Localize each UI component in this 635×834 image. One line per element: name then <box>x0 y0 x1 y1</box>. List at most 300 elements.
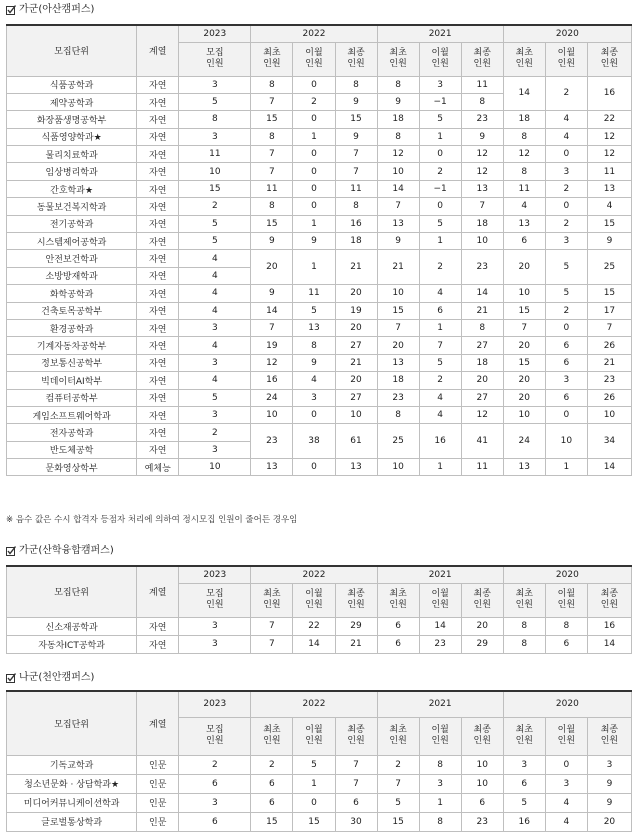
cell-value: 14 <box>251 302 293 319</box>
header-year-2020: 2020 <box>503 691 631 717</box>
cell-value: 9 <box>335 128 377 145</box>
table-row <box>7 389 632 406</box>
cell-value: 4 <box>179 337 251 354</box>
cell-value: 2 <box>179 755 251 774</box>
cell-value: 4 <box>419 389 461 406</box>
header-year-2022: 2022 <box>251 566 377 583</box>
cell-value: 7 <box>461 198 503 215</box>
table-row <box>7 250 632 267</box>
cell-value: −1 <box>419 180 461 197</box>
cell-value: 29 <box>461 635 503 653</box>
table-row <box>7 459 632 476</box>
cell-track: 자연 <box>137 406 179 423</box>
cell-value: 8 <box>335 198 377 215</box>
cell-unit: 식품공학과 <box>7 76 137 93</box>
cell-unit: 화장품생명공학부 <box>7 111 137 128</box>
cell-unit: 기계자동차공학부 <box>7 337 137 354</box>
cell-value: 8 <box>461 319 503 336</box>
cell-value: 8 <box>251 128 293 145</box>
cell-value: 0 <box>293 793 335 812</box>
cell-value: 9 <box>377 93 419 110</box>
header-sub-initial: 최초 인원 <box>503 583 545 617</box>
cell-value: 16 <box>587 76 631 111</box>
cell-value: 7 <box>335 146 377 163</box>
table-row <box>7 755 632 774</box>
cell-value: 13 <box>587 180 631 197</box>
cell-value: 23 <box>461 111 503 128</box>
cell-value: 3 <box>293 389 335 406</box>
cell-value: 6 <box>545 354 587 371</box>
cell-value: 3 <box>179 441 251 458</box>
cell-value: 10 <box>179 163 251 180</box>
cell-value: 11 <box>179 146 251 163</box>
cell-value: 7 <box>251 617 293 635</box>
footnote: ※ 음수 값은 수시 합격자 등점자 처리에 의하여 정시모집 인원이 줄어든 경우임 <box>6 515 298 525</box>
cell-value: 21 <box>335 250 377 285</box>
cell-value: 12 <box>461 146 503 163</box>
cell-value: 23 <box>251 424 293 459</box>
cell-value: 5 <box>179 93 251 110</box>
table-row <box>7 233 632 250</box>
section-title-asan <box>6 4 94 16</box>
table-row <box>7 406 632 423</box>
cell-value: 6 <box>377 635 419 653</box>
header-sub-final: 최종 인원 <box>587 717 631 755</box>
cell-value: 8 <box>419 812 461 831</box>
cell-value: 14 <box>461 285 503 302</box>
header-unit: 모집단위 <box>7 566 137 617</box>
cell-value: 12 <box>461 163 503 180</box>
cell-value: 1 <box>293 128 335 145</box>
cell-value: 6 <box>503 774 545 793</box>
cell-value: 18 <box>461 215 503 232</box>
cell-value: 1 <box>419 233 461 250</box>
cell-value: 2 <box>545 180 587 197</box>
cell-value: 27 <box>461 337 503 354</box>
cell-value: 21 <box>461 302 503 319</box>
cell-unit: 환경공학과 <box>7 319 137 336</box>
cell-value: 0 <box>293 146 335 163</box>
section-title-text: 나군(천안캠퍼스) <box>19 672 95 683</box>
cell-track: 자연 <box>137 250 179 267</box>
table-row <box>7 128 632 145</box>
cell-value: 9 <box>461 128 503 145</box>
table-row <box>7 337 632 354</box>
cell-value: 4 <box>587 198 631 215</box>
cell-unit: 신소재공학과 <box>7 617 137 635</box>
cell-value: 21 <box>377 250 419 285</box>
cell-value: 4 <box>419 285 461 302</box>
table-row <box>7 793 632 812</box>
cell-value: 14 <box>587 459 631 476</box>
header-sub-carry: 이월 인원 <box>419 583 461 617</box>
cell-value: 14 <box>587 635 631 653</box>
cell-value: 18 <box>335 233 377 250</box>
cell-value: 6 <box>545 389 587 406</box>
cell-value: 11 <box>587 163 631 180</box>
cell-track: 자연 <box>137 128 179 145</box>
cell-value: 6 <box>545 337 587 354</box>
cell-value: 10 <box>587 406 631 423</box>
cell-track: 자연 <box>137 111 179 128</box>
header-sub-initial: 최초 인원 <box>503 42 545 76</box>
checkbox-icon <box>6 546 16 556</box>
cell-value: 3 <box>587 755 631 774</box>
header-sub-initial: 최초 인원 <box>377 42 419 76</box>
table-row <box>7 774 632 793</box>
cell-value: 8 <box>545 617 587 635</box>
cell-value: 15 <box>251 111 293 128</box>
cell-value: 2 <box>419 163 461 180</box>
cell-value: 7 <box>251 163 293 180</box>
cell-value: 21 <box>335 354 377 371</box>
cell-value: 61 <box>335 424 377 459</box>
cell-value: 2 <box>251 755 293 774</box>
cell-value: 16 <box>419 424 461 459</box>
cell-value: 7 <box>251 319 293 336</box>
cell-value: 20 <box>503 250 545 285</box>
cell-value: 6 <box>545 635 587 653</box>
cell-value: 3 <box>179 635 251 653</box>
cell-unit: 임상병리학과 <box>7 163 137 180</box>
cell-value: 7 <box>377 319 419 336</box>
cell-value: 20 <box>503 337 545 354</box>
header-sub-final: 최종 인원 <box>461 583 503 617</box>
table-row <box>7 146 632 163</box>
cell-track: 자연 <box>137 372 179 389</box>
cell-value: 9 <box>377 233 419 250</box>
cell-unit: 청소년문화 · 상담학과★ <box>7 774 137 793</box>
header-track: 계열 <box>137 691 179 755</box>
cell-value: 20 <box>335 285 377 302</box>
header-sub-initial: 최초 인원 <box>251 42 293 76</box>
cell-value: 1 <box>419 459 461 476</box>
header-track: 계열 <box>137 566 179 617</box>
header-sub-carry: 이월 인원 <box>293 583 335 617</box>
cell-unit: 소방방재학과 <box>7 267 137 284</box>
header-sub-final: 최종 인원 <box>335 583 377 617</box>
cell-track: 자연 <box>137 389 179 406</box>
cell-unit: 자동차ICT공학과 <box>7 635 137 653</box>
cell-value: 3 <box>503 755 545 774</box>
header-sub-final: 최종 인원 <box>587 42 631 76</box>
cell-value: 8 <box>461 93 503 110</box>
cell-unit: 전기공학과 <box>7 215 137 232</box>
header-unit: 모집단위 <box>7 691 137 755</box>
header-year-2021: 2021 <box>377 566 503 583</box>
cell-value: 3 <box>179 319 251 336</box>
cell-value: 4 <box>503 198 545 215</box>
cell-value: 7 <box>377 198 419 215</box>
cell-value: 20 <box>251 250 293 285</box>
cell-value: 1 <box>419 793 461 812</box>
cell-value: 10 <box>377 285 419 302</box>
header-sub-final: 최종 인원 <box>461 717 503 755</box>
cell-value: 15 <box>503 354 545 371</box>
cell-value: 12 <box>587 146 631 163</box>
cell-value: 9 <box>251 233 293 250</box>
cell-value: 24 <box>251 389 293 406</box>
table-cheonan <box>6 690 632 832</box>
header-year-2021: 2021 <box>377 691 503 717</box>
cell-value: 23 <box>461 812 503 831</box>
cell-value: 15 <box>377 812 419 831</box>
cell-value: 5 <box>545 250 587 285</box>
cell-value: 14 <box>419 617 461 635</box>
cell-value: 2 <box>293 93 335 110</box>
cell-value: 23 <box>419 635 461 653</box>
cell-value: 0 <box>545 319 587 336</box>
cell-value: 18 <box>461 354 503 371</box>
cell-value: 15 <box>587 215 631 232</box>
cell-value: 7 <box>251 635 293 653</box>
cell-track: 자연 <box>137 76 179 93</box>
cell-value: 34 <box>587 424 631 459</box>
cell-unit: 건축토목공학부 <box>7 302 137 319</box>
header-sub-carry: 이월 인원 <box>419 42 461 76</box>
cell-value: 10 <box>461 233 503 250</box>
cell-unit: 글로벌통상학과 <box>7 812 137 831</box>
cell-value: 1 <box>293 215 335 232</box>
cell-value: 8 <box>179 111 251 128</box>
table-row <box>7 354 632 371</box>
cell-unit: 문화영상학부 <box>7 459 137 476</box>
cell-value: 9 <box>251 285 293 302</box>
cell-value: 8 <box>503 617 545 635</box>
cell-value: 10 <box>377 163 419 180</box>
cell-value: 13 <box>461 180 503 197</box>
cell-value: 17 <box>587 302 631 319</box>
table-asan <box>6 24 632 476</box>
cell-value: 27 <box>335 389 377 406</box>
cell-track: 자연 <box>137 267 179 284</box>
cell-value: 4 <box>419 406 461 423</box>
cell-value: 7 <box>377 774 419 793</box>
cell-value: 13 <box>251 459 293 476</box>
cell-value: 9 <box>293 354 335 371</box>
cell-value: 8 <box>419 755 461 774</box>
cell-track: 자연 <box>137 163 179 180</box>
cell-value: 20 <box>461 372 503 389</box>
cell-value: 0 <box>293 459 335 476</box>
cell-value: 9 <box>587 774 631 793</box>
cell-value: 7 <box>251 93 293 110</box>
cell-value: 13 <box>293 319 335 336</box>
cell-value: 2 <box>545 76 587 111</box>
cell-value: 10 <box>461 755 503 774</box>
cell-value: 15 <box>251 215 293 232</box>
header-year-2023: 2023 <box>179 566 251 583</box>
cell-value: 6 <box>461 793 503 812</box>
header-sub-initial: 최초 인원 <box>251 717 293 755</box>
cell-value: 10 <box>335 406 377 423</box>
cell-value: 20 <box>335 319 377 336</box>
table-row <box>7 111 632 128</box>
cell-unit: 제약공학과 <box>7 93 137 110</box>
cell-value: 22 <box>587 111 631 128</box>
cell-value: 4 <box>545 111 587 128</box>
cell-value: 16 <box>251 372 293 389</box>
table-row <box>7 302 632 319</box>
cell-value: 18 <box>377 372 419 389</box>
cell-value: 12 <box>377 146 419 163</box>
cell-value: 6 <box>251 774 293 793</box>
cell-track: 자연 <box>137 93 179 110</box>
cell-value: 23 <box>377 389 419 406</box>
cell-value: 7 <box>335 774 377 793</box>
cell-value: 21 <box>335 635 377 653</box>
cell-track: 자연 <box>137 233 179 250</box>
cell-value: 27 <box>335 337 377 354</box>
cell-value: 1 <box>293 774 335 793</box>
header-year-2020: 2020 <box>503 25 631 42</box>
cell-value: 0 <box>545 146 587 163</box>
cell-value: 41 <box>461 424 503 459</box>
cell-value: 4 <box>179 285 251 302</box>
cell-value: 9 <box>293 233 335 250</box>
cell-value: 11 <box>335 180 377 197</box>
header-sub-initial: 최초 인원 <box>377 583 419 617</box>
cell-value: 16 <box>335 215 377 232</box>
header-sub-recruit: 모집 인원 <box>179 717 251 755</box>
cell-value: 19 <box>251 337 293 354</box>
checkbox-icon <box>6 673 16 683</box>
cell-value: 3 <box>179 354 251 371</box>
cell-value: 15 <box>251 812 293 831</box>
cell-value: 13 <box>377 215 419 232</box>
cell-value: 10 <box>545 424 587 459</box>
section-title-text: 가군(아산캠퍼스) <box>19 4 95 15</box>
cell-value: 11 <box>461 459 503 476</box>
cell-value: 9 <box>335 93 377 110</box>
cell-unit: 기독교학과 <box>7 755 137 774</box>
cell-value: 16 <box>587 617 631 635</box>
cell-value: 0 <box>293 198 335 215</box>
cell-value: 6 <box>179 812 251 831</box>
cell-unit: 안전보건학과 <box>7 250 137 267</box>
cell-value: 8 <box>293 337 335 354</box>
cell-value: 3 <box>419 76 461 93</box>
cell-track: 자연 <box>137 302 179 319</box>
cell-track: 자연 <box>137 337 179 354</box>
cell-track: 인문 <box>137 774 179 793</box>
cell-value: 4 <box>179 302 251 319</box>
cell-value: 13 <box>503 459 545 476</box>
header-sub-initial: 최초 인원 <box>503 717 545 755</box>
cell-value: 0 <box>545 755 587 774</box>
header-sub-carry: 이월 인원 <box>545 717 587 755</box>
cell-value: 15 <box>179 180 251 197</box>
cell-track: 자연 <box>137 354 179 371</box>
cell-value: 26 <box>587 337 631 354</box>
header-sub-initial: 최초 인원 <box>251 583 293 617</box>
cell-value: 5 <box>293 755 335 774</box>
cell-value: 5 <box>179 233 251 250</box>
cell-track: 자연 <box>137 424 179 441</box>
cell-track: 자연 <box>137 617 179 635</box>
cell-value: 11 <box>293 285 335 302</box>
cell-value: 4 <box>545 793 587 812</box>
table-row <box>7 635 632 653</box>
header-sub-carry: 이월 인원 <box>293 42 335 76</box>
header-year-2023: 2023 <box>179 691 251 717</box>
cell-value: 1 <box>419 128 461 145</box>
cell-value: 4 <box>179 372 251 389</box>
cell-value: 20 <box>503 372 545 389</box>
cell-value: 5 <box>419 354 461 371</box>
cell-value: 0 <box>293 111 335 128</box>
cell-value: 20 <box>335 372 377 389</box>
cell-value: 38 <box>293 424 335 459</box>
cell-value: −1 <box>419 93 461 110</box>
cell-value: 19 <box>335 302 377 319</box>
cell-value: 12 <box>503 146 545 163</box>
checkbox-icon <box>6 5 16 15</box>
cell-value: 21 <box>587 354 631 371</box>
cell-unit: 전자공학과 <box>7 424 137 441</box>
cell-value: 1 <box>545 459 587 476</box>
cell-value: 12 <box>461 406 503 423</box>
cell-value: 10 <box>251 406 293 423</box>
cell-value: 7 <box>587 319 631 336</box>
cell-value: 5 <box>377 793 419 812</box>
cell-value: 9 <box>587 793 631 812</box>
cell-value: 8 <box>335 76 377 93</box>
cell-value: 8 <box>377 128 419 145</box>
cell-track: 자연 <box>137 146 179 163</box>
cell-value: 13 <box>503 215 545 232</box>
cell-value: 7 <box>251 146 293 163</box>
header-sub-carry: 이월 인원 <box>419 717 461 755</box>
cell-value: 11 <box>461 76 503 93</box>
cell-value: 2 <box>545 302 587 319</box>
cell-value: 14 <box>377 180 419 197</box>
cell-unit: 미디어커뮤니케이션학과 <box>7 793 137 812</box>
cell-value: 2 <box>545 215 587 232</box>
cell-value: 6 <box>251 793 293 812</box>
cell-value: 15 <box>293 812 335 831</box>
cell-value: 24 <box>503 424 545 459</box>
cell-value: 3 <box>419 774 461 793</box>
header-sub-carry: 이월 인원 <box>545 583 587 617</box>
table-row <box>7 198 632 215</box>
header-sub-final: 최종 인원 <box>587 583 631 617</box>
cell-value: 0 <box>293 406 335 423</box>
cell-value: 10 <box>503 406 545 423</box>
cell-value: 10 <box>377 459 419 476</box>
table-row <box>7 215 632 232</box>
cell-value: 16 <box>503 812 545 831</box>
cell-value: 5 <box>419 111 461 128</box>
cell-value: 0 <box>293 180 335 197</box>
cell-track: 자연 <box>137 285 179 302</box>
cell-value: 3 <box>545 372 587 389</box>
cell-value: 3 <box>545 774 587 793</box>
cell-value: 15 <box>587 285 631 302</box>
header-track: 계열 <box>137 25 179 76</box>
cell-value: 20 <box>377 337 419 354</box>
cell-value: 20 <box>461 617 503 635</box>
cell-value: 6 <box>419 302 461 319</box>
cell-value: 20 <box>587 812 631 831</box>
header-sub-carry: 이월 인원 <box>293 717 335 755</box>
header-unit: 모집단위 <box>7 25 137 76</box>
cell-unit: 반도체공학 <box>7 441 137 458</box>
cell-value: 8 <box>377 406 419 423</box>
cell-value: 7 <box>503 319 545 336</box>
cell-value: 6 <box>179 774 251 793</box>
cell-value: 4 <box>179 250 251 267</box>
